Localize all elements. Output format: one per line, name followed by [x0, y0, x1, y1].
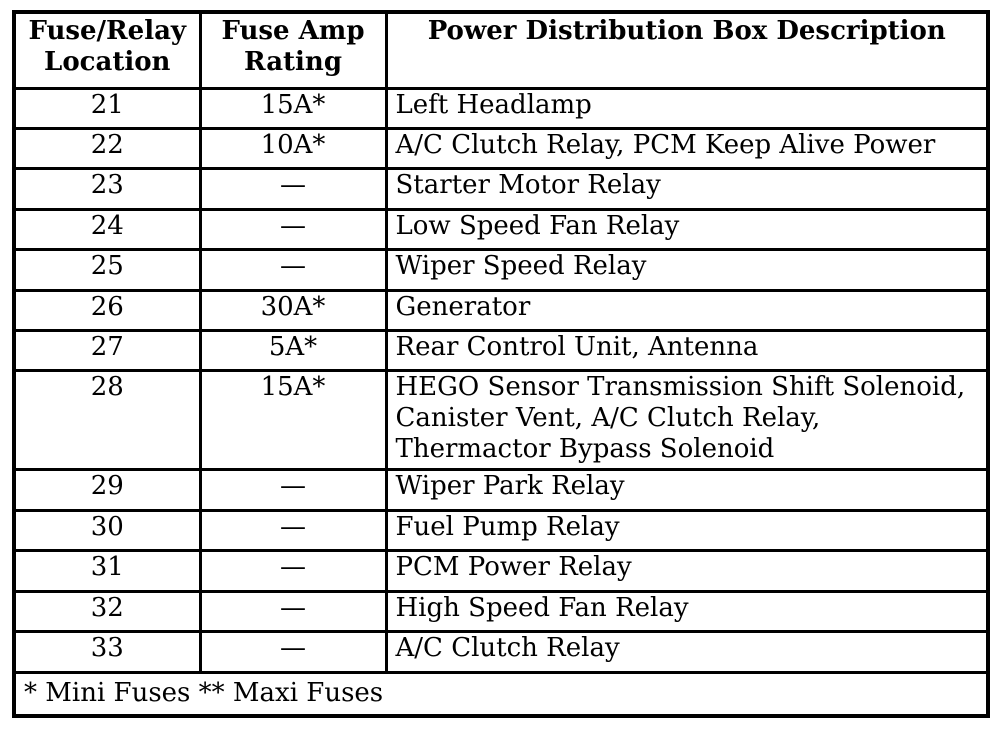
fuse-location-cell: 27: [14, 330, 200, 370]
fuse-location-cell: 33: [14, 631, 200, 672]
table-row: [14, 470, 988, 510]
description-line: HEGO Sensor Transmission Shift Solenoid,: [395, 372, 966, 403]
description-line: A/C Clutch Relay: [395, 632, 620, 663]
fuse-description-cell: [386, 88, 988, 128]
table-row: [14, 631, 988, 672]
fuse-amp-cell: —: [200, 591, 386, 631]
footnote-row: [14, 672, 988, 716]
footnote: * Mini Fuses ** Maxi Fuses: [14, 672, 988, 716]
fuse-description-cell: [386, 591, 988, 631]
table-row: [14, 591, 988, 631]
fuse-location-cell: 23: [14, 169, 200, 209]
fuse-amp-cell: —: [200, 169, 386, 209]
table-row: [14, 88, 988, 128]
table-row: [14, 510, 988, 550]
fuse-description-cell: [386, 250, 988, 290]
description-line: Left Headlamp: [395, 89, 592, 120]
fuse-description-cell: [386, 169, 988, 209]
description-line: Starter Motor Relay: [395, 170, 661, 201]
table-row: [14, 209, 988, 249]
table-row: [14, 330, 988, 370]
description-line: Fuel Pump Relay: [395, 511, 620, 542]
header-amp-line: Fuse Amp: [221, 16, 365, 46]
fuse-table: [12, 10, 990, 718]
description-line: Low Speed Fan Relay: [395, 210, 680, 241]
table-row: [14, 551, 988, 591]
header-amp: [200, 12, 386, 88]
fuse-location-cell: 29: [14, 470, 200, 510]
description-line: High Speed Fan Relay: [395, 592, 689, 623]
header-location: [14, 12, 200, 88]
table-header-row: [14, 12, 988, 88]
fuse-amp-cell: 5A*: [200, 330, 386, 370]
fuse-amp-cell: —: [200, 631, 386, 672]
fuse-location-cell: 21: [14, 88, 200, 128]
fuse-location-cell: 25: [14, 250, 200, 290]
description-line: Wiper Park Relay: [395, 471, 625, 502]
fuse-amp-cell: —: [200, 209, 386, 249]
fuse-location-cell: 30: [14, 510, 200, 550]
fuse-description-cell: [386, 209, 988, 249]
fuse-description-cell: [386, 330, 988, 370]
description-line: PCM Power Relay: [395, 552, 632, 583]
fuse-amp-cell: —: [200, 470, 386, 510]
fuse-location-cell: 22: [14, 128, 200, 168]
header-location-line: Fuse/Relay: [28, 16, 187, 46]
header-location-line: Location: [44, 47, 171, 77]
description-line: Thermactor Bypass Solenoid: [395, 434, 775, 465]
table-row: [14, 250, 988, 290]
fuse-location-cell: 31: [14, 551, 200, 591]
fuse-amp-cell: 10A*: [200, 128, 386, 168]
fuse-location-cell: 32: [14, 591, 200, 631]
header-description: Power Distribution Box Description: [386, 12, 988, 88]
fuse-description-cell: [386, 551, 988, 591]
description-line: A/C Clutch Relay, PCM Keep Alive Power: [395, 129, 936, 160]
fuse-description-cell: [386, 128, 988, 168]
description-line: Wiper Speed Relay: [395, 251, 647, 282]
table-row: [14, 371, 988, 470]
table-row: [14, 128, 988, 168]
fuse-amp-cell: —: [200, 510, 386, 550]
fuse-location-cell: 28: [14, 371, 200, 470]
fuse-location-cell: 24: [14, 209, 200, 249]
description-line: Generator: [395, 291, 531, 322]
fuse-amp-cell: 15A*: [200, 88, 386, 128]
fuse-description-cell: [386, 371, 988, 470]
header-amp-line: Rating: [243, 47, 343, 77]
table-row: [14, 290, 988, 330]
fuse-amp-cell: —: [200, 250, 386, 290]
fuse-description-cell: [386, 290, 988, 330]
fuse-description-cell: [386, 470, 988, 510]
fuse-description-cell: [386, 510, 988, 550]
description-line: Canister Vent, A/C Clutch Relay,: [395, 403, 821, 434]
fuse-description-cell: [386, 631, 988, 672]
fuse-amp-cell: —: [200, 551, 386, 591]
fuse-amp-cell: 15A*: [200, 371, 386, 470]
description-line: Rear Control Unit, Antenna: [395, 331, 759, 362]
table-row: [14, 169, 988, 209]
fuse-location-cell: 26: [14, 290, 200, 330]
fuse-amp-cell: 30A*: [200, 290, 386, 330]
